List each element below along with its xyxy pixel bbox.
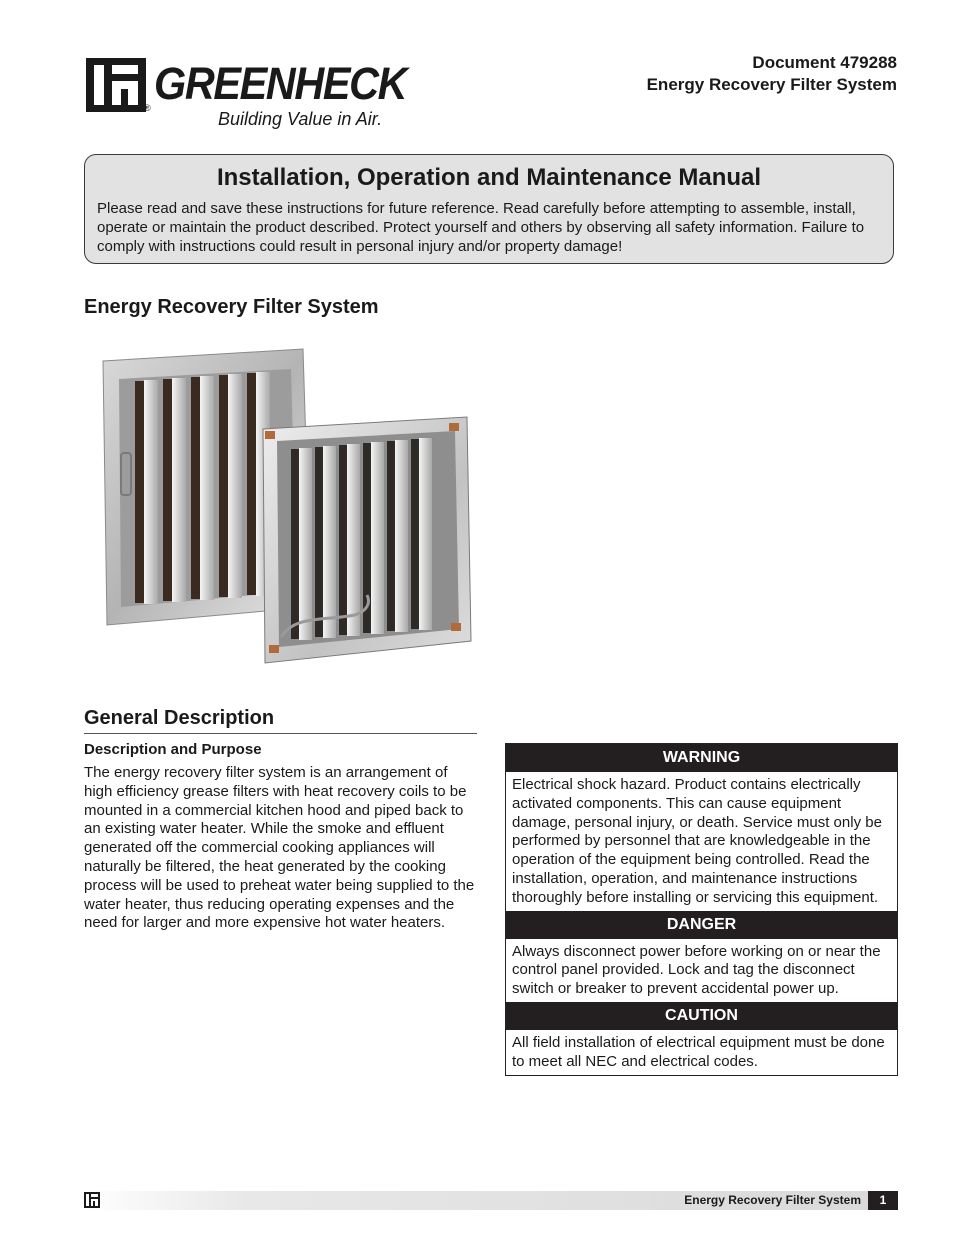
- description-purpose-text: The energy recovery filter system is an arrangement of high efficiency grease filters with heat recovery coils to be mounted in a commercial kitchen hood and piped back to an existing water heater. While the smoke and effluent generated off the commercial cooking appliances will naturally be filtered, the heat generated by the cooking process will be used to preheat water being supplied to the water heater, thus reducing operating expenses and the need for larger and more expensive hot water heaters.: [84, 764, 475, 932]
- warning-label: WARNING: [506, 744, 897, 772]
- greenheck-logo-icon: [84, 56, 148, 114]
- document-info: [647, 52, 897, 96]
- danger-text: Always disconnect power before working on or near the control panel provided. Lock and tag the disconnect switch or breaker to prevent accidental power up.: [512, 942, 881, 998]
- danger-label: DANGER: [506, 911, 897, 939]
- brand-logo: [84, 54, 407, 134]
- safety-notices: [505, 743, 898, 1076]
- general-description-heading: General Description: [84, 707, 275, 729]
- warning-text: Electrical shock hazard. Product contains electrically activated components. This can cause equipment damage, personal injury, or death. Service must only be performed by personnel that are knowledgeable in the operation of the equipment being controlled. Read the installation, operation, and maintenance instructions thoroughly before installing or servicing this equipment.: [512, 776, 882, 906]
- manual-title: Installation, Operation and Maintenance Manual: [216, 164, 762, 191]
- product-heading: Energy Recovery Filter System: [84, 296, 379, 318]
- brand-name: GREENHECK: [154, 58, 407, 109]
- brand-tagline: Building Value in Air.: [218, 109, 383, 129]
- caution-text: All field installation of electrical equipment must be done to meet all NEC and electrical codes.: [512, 1033, 885, 1070]
- manual-notice-box: [84, 154, 894, 264]
- document-title: Energy Recovery Filter System: [646, 75, 897, 94]
- footer-title: Energy Recovery Filter System: [684, 1193, 861, 1207]
- page-footer: [84, 1191, 898, 1210]
- description-purpose-subheading: Description and Purpose: [84, 741, 262, 758]
- registered-mark: ®: [144, 103, 151, 113]
- caution-label: CAUTION: [506, 1002, 897, 1030]
- greenheck-small-logo-icon: [84, 1192, 100, 1208]
- document-number: Document 479288: [752, 53, 897, 72]
- filter-panels-illustration: [95, 345, 480, 670]
- section-divider: [84, 733, 477, 734]
- page-number: 1: [868, 1191, 898, 1210]
- manual-notice-text: Please read and save these instructions for future reference. Read carefully before attempting to assemble, install, operate or maintain the product described. Protect yourself and others by observing all safety information. Failure to comply with instructions could result in personal injury and/or property damage!: [97, 200, 865, 255]
